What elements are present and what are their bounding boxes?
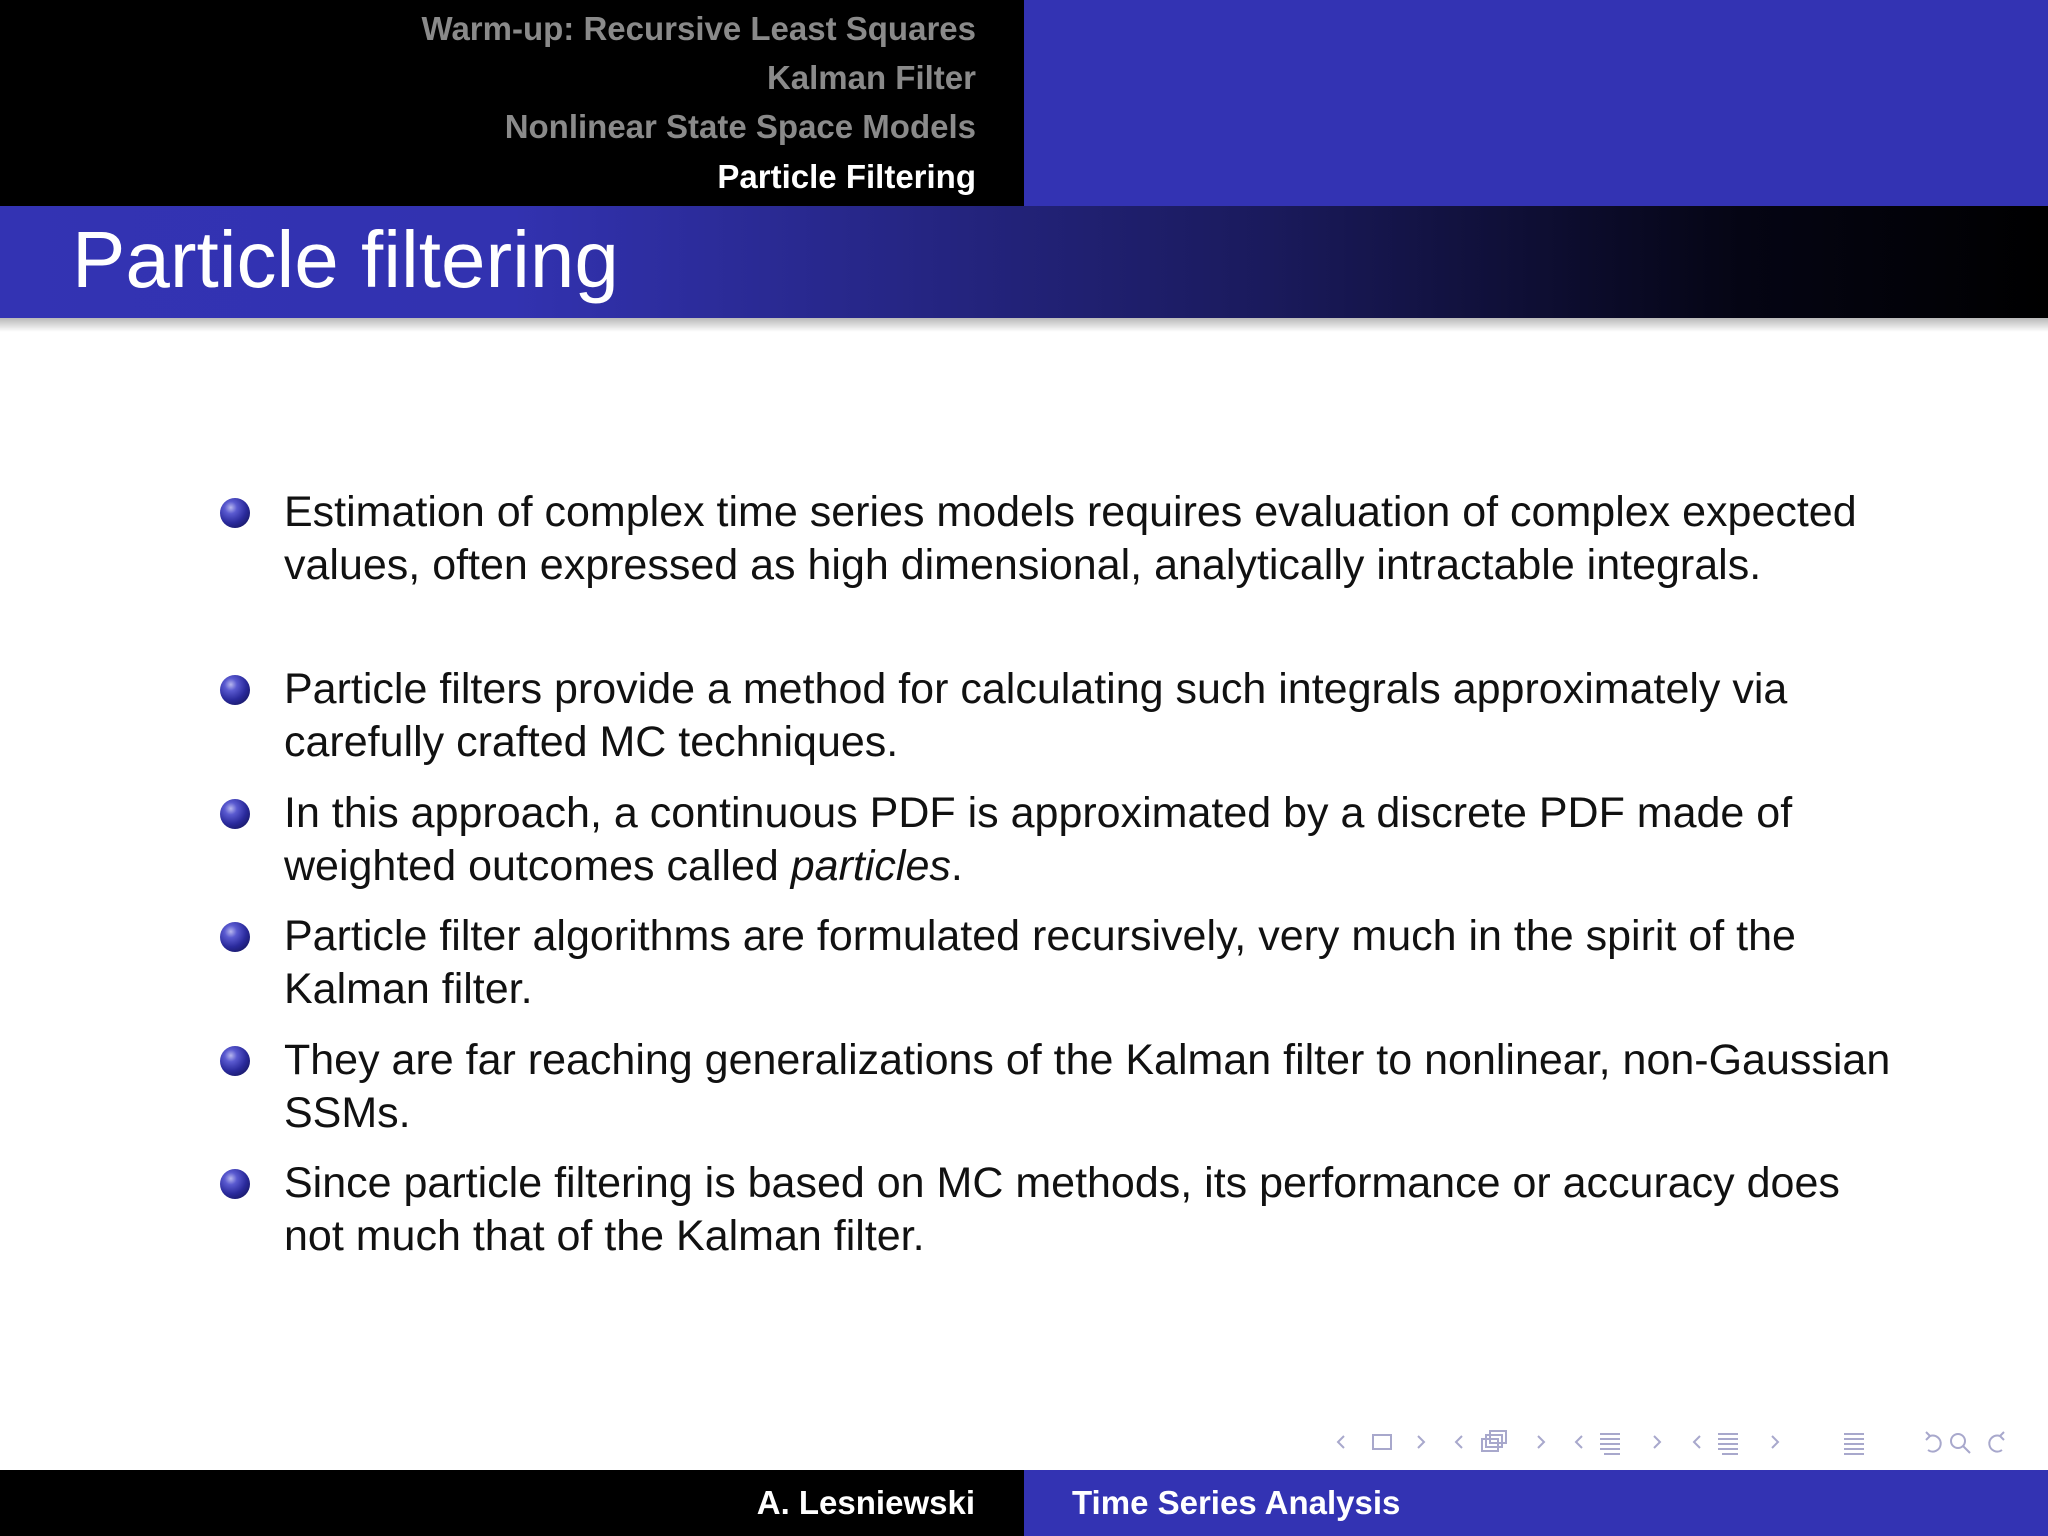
back-icon[interactable] (1926, 1432, 1941, 1452)
footer-author: A. Lesniewski (756, 1484, 975, 1521)
header-nav-right (1024, 0, 2048, 206)
nav-section-warm-up[interactable]: Warm-up: Recursive Least Squares (421, 10, 976, 47)
nav-section-particle-filtering[interactable]: Particle Filtering (717, 158, 976, 195)
bullet-ball-icon (220, 1046, 250, 1076)
next-slide-icon[interactable] (1538, 1436, 1544, 1448)
bullet-text-part: In this approach, a continuous PDF is approximated by a discrete PDF made of weighted outcomes called (284, 789, 1793, 890)
bullet-ball-icon (220, 922, 250, 952)
bullet-ball-icon (220, 675, 250, 705)
footer-title: Time Series Analysis (1072, 1484, 1401, 1521)
next-frame-icon[interactable] (1418, 1436, 1424, 1448)
search-icon[interactable] (1951, 1434, 1970, 1453)
slide-title: Particle filtering (72, 215, 619, 304)
bullet-text-part: . (950, 842, 963, 890)
prev-subsection-icon[interactable] (1694, 1436, 1700, 1448)
next-section-icon[interactable] (1654, 1436, 1660, 1448)
nav-section-nonlinear-ssm[interactable]: Nonlinear State Space Models (504, 108, 976, 145)
prev-slide-icon[interactable] (1456, 1436, 1462, 1448)
nav-section-kalman-filter[interactable]: Kalman Filter (766, 59, 976, 96)
bullet-text: Particle filters provide a method for calculating such integrals approximately via carefully crafted MC techniques. (284, 665, 1788, 766)
bullet-ball-icon (220, 799, 250, 829)
prev-section-icon[interactable] (1576, 1436, 1582, 1448)
bullet-text: Particle filter algorithms are formulated recursively, very much in the spirit of the Kalman filter. (284, 912, 1796, 1013)
bullet-emphasis: particles (790, 842, 951, 890)
prev-frame-icon[interactable] (1338, 1436, 1344, 1448)
next-subsection-icon[interactable] (1772, 1436, 1778, 1448)
toc-icon[interactable] (1844, 1434, 1864, 1454)
bullet-text: Since particle filtering is based on MC methods, its performance or accuracy does not much that of the Kalman filter. (284, 1159, 1840, 1260)
bullet-text: Estimation of complex time series models requires evaluation of complex expected values, often expressed as high dimensional, analytically intractable integrals. (284, 488, 1857, 589)
bullet-text: They are far reaching generalizations of the Kalman filter to nonlinear, non-Gaussian SSMs. (284, 1036, 1891, 1137)
section-icon[interactable] (1600, 1434, 1620, 1454)
forward-icon[interactable] (1989, 1432, 2004, 1452)
frame-icon[interactable] (1373, 1435, 1391, 1449)
title-shadow (0, 318, 2048, 332)
bullet-text (284, 787, 1904, 893)
bullet-ball-icon (220, 498, 250, 528)
subsection-icon[interactable] (1718, 1434, 1738, 1454)
beamer-nav-symbols (1330, 1424, 2030, 1460)
bullet-ball-icon (220, 1169, 250, 1199)
slide-icon[interactable] (1482, 1431, 1506, 1451)
